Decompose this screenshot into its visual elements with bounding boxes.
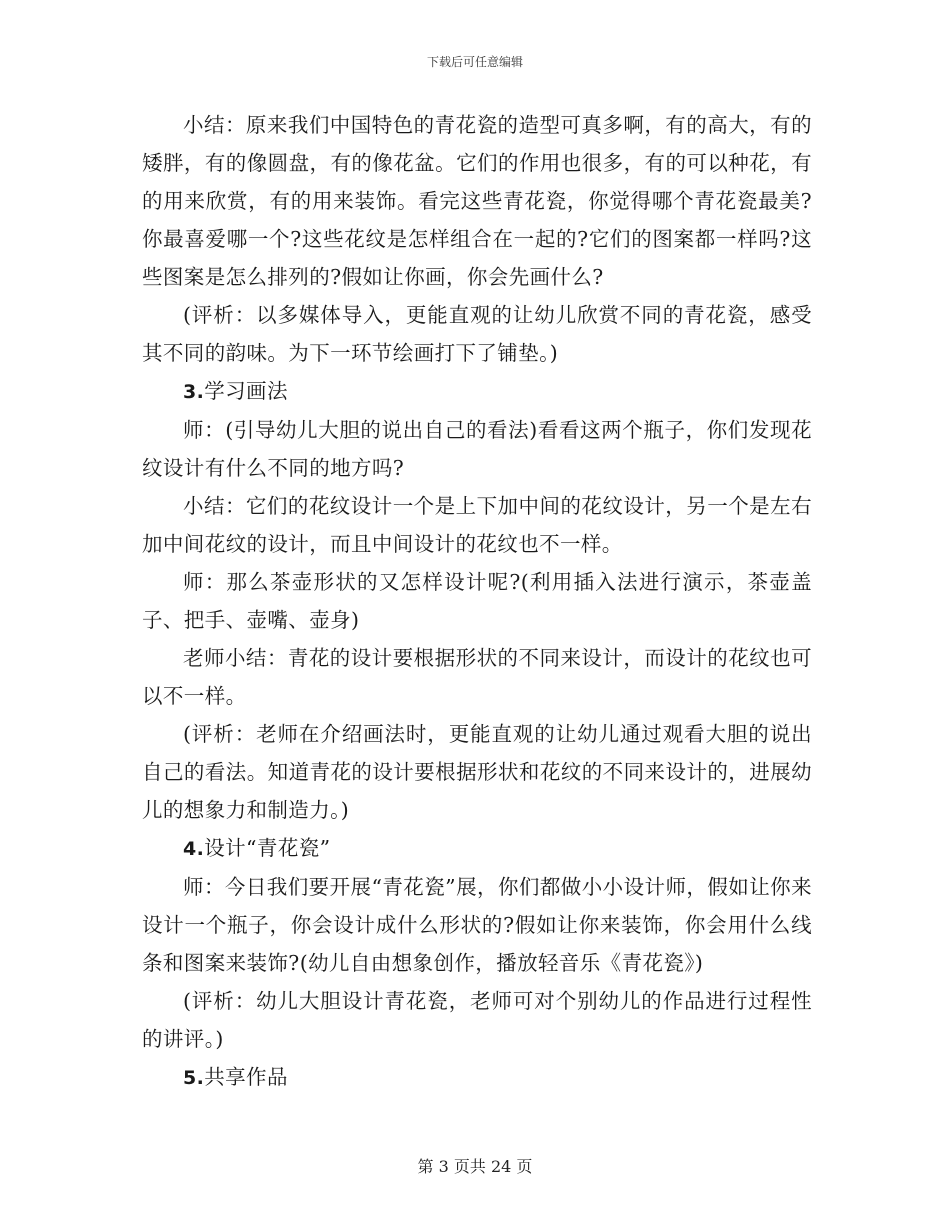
section-heading-5 (142, 1058, 812, 1097)
section-number: 5. (183, 1067, 205, 1089)
section-title: 共享作品 (204, 1065, 288, 1089)
document-body (142, 106, 812, 1097)
page-header: 下载后可任意编辑 (426, 55, 523, 69)
paragraph-teacher-1: 师：(引导幼儿大胆的说出自己的看法)看看这两个瓶子，你们发现花纹设计有什么不同的地方吗? (142, 418, 812, 480)
paragraph-review-1: (评析：以多媒体导入，更能直观的让幼儿欣赏不同的青花瓷，感受其不同的韵味。为下一环节绘画打下了铺垫。) (142, 303, 812, 365)
paragraph-teacher-summary: 老师小结：青花的设计要根据形状的不同来设计，而设计的花纹也可以不一样。 (142, 646, 812, 708)
paragraph-review-3: (评析：幼儿大胆设计青花瓷，老师可对个别幼儿的作品进行过程性的讲评。) (142, 989, 812, 1051)
page-footer: 第 3 页共 24 页 (417, 1157, 533, 1176)
paragraph-review-2: (评析：老师在介绍画法时，更能直观的让幼儿通过观看大胆的说出自己的看法。知道青花的设计要根据形状和花纹的不同来设计的，进展幼儿的想象力和制造力。) (142, 722, 812, 822)
section-number: 3. (183, 381, 205, 403)
paragraph-teacher-2: 师：那么茶壶形状的又怎样设计呢?(利用插入法进行演示，茶壶盖子、把手、壶嘴、壶身) (142, 570, 812, 632)
section-heading-3 (142, 372, 812, 411)
paragraph-summary: 小结：原来我们中国特色的青花瓷的造型可真多啊，有的高大，有的矮胖，有的像圆盘，有的像花盆。它们的作用也很多，有的可以种花，有的用来欣赏，有的用来装饰。看完这些青花瓷，你觉得哪个青花瓷最美?你最喜爱哪一个?这些花纹是怎样组合在一起的?它们的图案都一样吗?这些图案是怎么排列的?假如让你画，你会先画什么? (142, 113, 812, 289)
section-number: 4. (183, 838, 205, 860)
section-title: 设计“青花瓷” (204, 836, 331, 860)
section-title: 学习画法 (204, 379, 288, 403)
section-heading-4 (142, 829, 812, 868)
paragraph-teacher-3: 师：今日我们要开展“青花瓷”展，你们都做小小设计师，假如让你来设计一个瓶子，你会设计成什么形状的?假如让你来装饰，你会用什么线条和图案来装饰?(幼儿自由想象创作，播放轻音乐《青花瓷》) (142, 875, 812, 975)
paragraph-summary-2: 小结：它们的花纹设计一个是上下加中间的花纹设计，另一个是左右加中间花纹的设计，而且中间设计的花纹也不一样。 (142, 494, 812, 556)
